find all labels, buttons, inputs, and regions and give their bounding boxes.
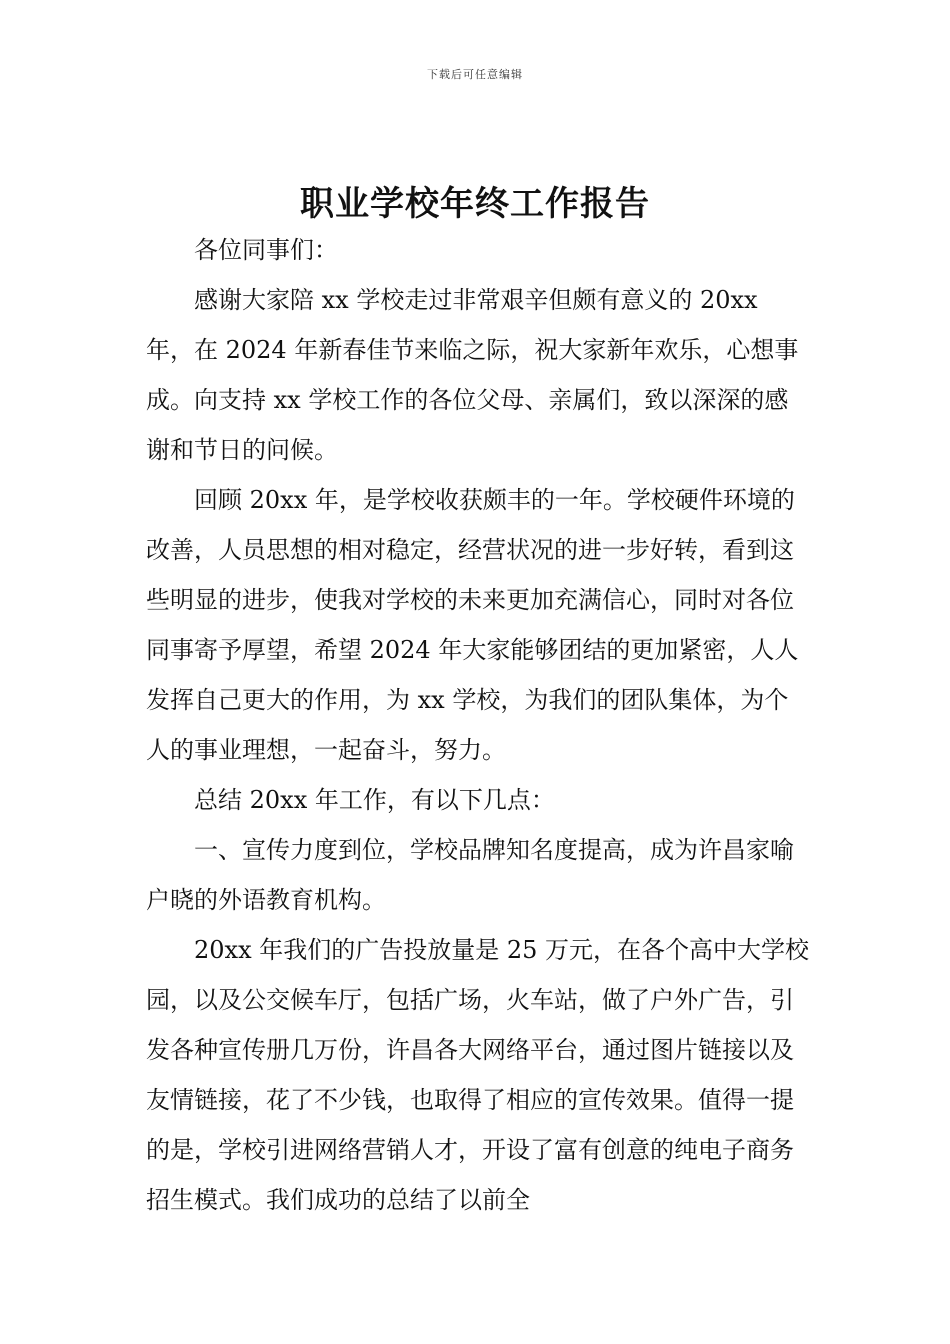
paragraph-point-one: 一、宣传力度到位，学校品牌知名度提高，成为许昌家喻户晓的外语教育机构。 [146,836,794,914]
paragraph-review: 回顾 20xx 年，是学校收获颇丰的一年。学校硬件环境的改善，人员思想的相对稳定，经营状况的进一步好转，看到这些明显的进步，使我对学校的未来更加充满信心，同时对各位同事寄予厚望，希望 2024 年大家能够团结的更加紧密，人人发挥自己更大的作用，为 xx 学校，为我们的团队集体，为个人的事业理想，一起奋斗，努力。 [146,486,799,764]
paragraph-advertising: 20xx 年我们的广告投放量是 25 万元，在各个高中大学校园，以及公交候车厅，包括广场，火车站，做了户外广告，引发各种宣传册几万份，许昌各大网络平台，通过图片链接以及友情链接，花了不少钱，也取得了相应的宣传效果。值得一提的是，学校引进网络营销人才，开设了富有创意的纯电子商务招生模式。我们成功的总结了以前全 [146,936,810,1214]
paragraph-summary-intro: 总结 20xx 年工作，有以下几点： [194,786,555,814]
paragraph-greeting: 各位同事们： [194,236,338,264]
paragraph-thanks: 感谢大家陪 xx 学校走过非常艰辛但颇有意义的 20xx 年，在 2024 年新春佳节来临之际，祝大家新年欢乐，心想事成。向支持 xx 学校工作的各位父母、亲属们，致以深深的感谢和节日的问候。 [146,286,799,464]
header-note: 下载后可任意编辑 [427,68,523,81]
document-title: 职业学校年终工作报告 [300,184,650,224]
document-body [146,225,810,1225]
